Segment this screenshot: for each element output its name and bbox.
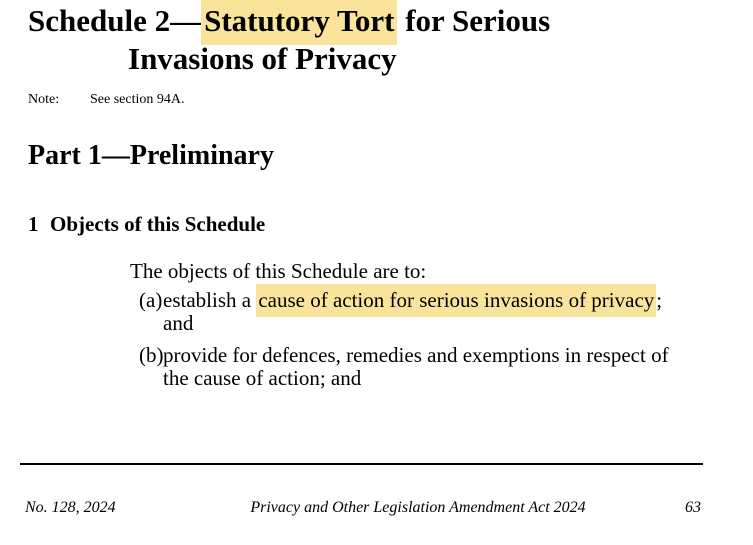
schedule-title-post: for Serious <box>397 3 551 38</box>
page-footer <box>25 499 701 517</box>
section-number: 1 <box>28 212 39 236</box>
body-highlight-annotation: cause of action for serious invasions of privacy <box>256 284 656 317</box>
schedule-title-line2: Invasions of Privacy <box>128 41 397 76</box>
note-line <box>28 92 725 108</box>
note-label: Note: <box>28 92 60 107</box>
list-item-a-post: ; <box>656 288 663 312</box>
list-item-a-text <box>163 289 662 335</box>
part-heading: Part 1—Preliminary <box>28 140 274 171</box>
note-text: See section 94A. <box>90 92 185 107</box>
footer-page-number: 63 <box>685 499 701 516</box>
list-item-a-pre: establish a <box>163 288 257 312</box>
list-item-a-line1 <box>163 284 662 317</box>
footer-act-title: Privacy and Other Legislation Amendment Act 2024 <box>250 499 586 516</box>
schedule-title <box>28 2 725 78</box>
list-item-a <box>139 289 725 335</box>
section-body <box>28 260 725 390</box>
section-heading-text: Objects of this Schedule <box>50 212 266 236</box>
list-item-a-line2: and <box>163 311 194 335</box>
list-item-b-marker: (b) <box>139 343 164 367</box>
list-item-b <box>139 344 725 390</box>
footer-divider <box>20 463 703 465</box>
list-item-b-line1: provide for defences, remedies and exemptions in respect of <box>163 343 669 367</box>
list-item-a-marker: (a) <box>139 288 163 312</box>
footer-act-number: No. 128, 2024 <box>25 499 116 516</box>
intro-paragraph: The objects of this Schedule are to: <box>130 259 427 283</box>
list-item-b-line2: the cause of action; and <box>163 366 362 390</box>
section-heading <box>28 212 725 236</box>
schedule-title-pre: Schedule 2— <box>28 3 202 38</box>
title-highlight-annotation: Statutory Tort <box>201 0 397 45</box>
list-item-b-text <box>163 344 669 390</box>
